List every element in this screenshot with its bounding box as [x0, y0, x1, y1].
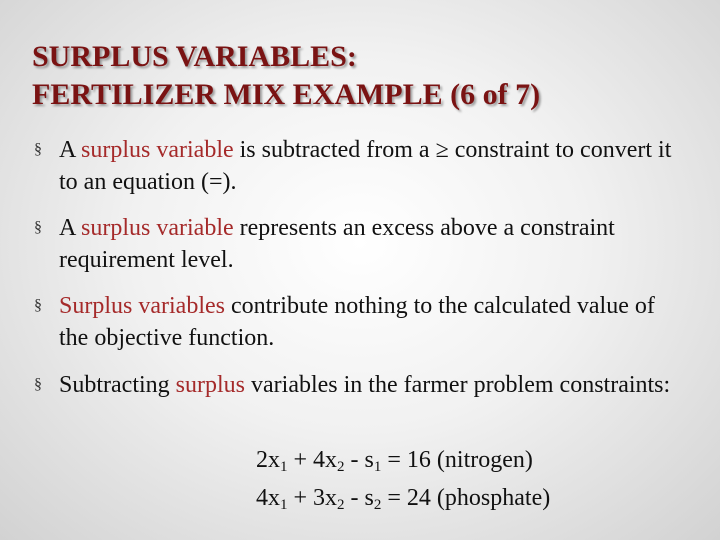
bullet-text	[59, 212, 684, 276]
eq-subscript: 2	[337, 497, 345, 513]
slide-title	[32, 38, 692, 114]
eq-subscript: 1	[280, 459, 288, 475]
bullet-item-4	[34, 369, 684, 401]
slide-title-line-2: FERTILIZER MIX EXAMPLE (6 of 7)	[32, 78, 541, 111]
equation-nitrogen	[256, 444, 676, 476]
bullet-text-pre: A	[59, 215, 82, 241]
bullet-text	[59, 369, 684, 401]
eq-subscript: 2	[337, 459, 345, 475]
bullet-marker-icon: §	[34, 141, 42, 158]
eq-term: + 4x	[287, 447, 338, 473]
bullet-marker-icon: §	[34, 376, 42, 393]
bullet-item-3	[34, 290, 684, 354]
bullet-text	[59, 134, 684, 198]
eq-term: 4x	[256, 485, 280, 511]
bullet-text-pre: A	[59, 137, 82, 163]
bullet-text-post: represents an excess above a constraint requirement level.	[59, 215, 615, 273]
bullet-highlight: surplus variable	[81, 215, 234, 241]
eq-term: - s	[344, 447, 374, 473]
eq-subscript: 2	[373, 497, 382, 513]
bullet-highlight: surplus variable	[81, 137, 234, 163]
eq-rhs: = 16 (nitrogen)	[381, 447, 533, 473]
eq-term: 2x	[256, 447, 280, 473]
bullet-text-post: is subtracted from a ≥ constraint to convert it to an equation (=).	[59, 137, 672, 195]
bullet-text-post: contribute nothing to the calculated value of the objective function.	[59, 293, 655, 351]
eq-rhs: = 24 (phosphate)	[381, 485, 551, 511]
eq-subscript: 1	[280, 497, 288, 513]
eq-subscript: 1	[373, 459, 382, 475]
bullet-highlight: surplus	[175, 372, 245, 398]
eq-term: - s	[344, 485, 374, 511]
bullet-text-post: variables in the farmer problem constraints:	[245, 372, 671, 398]
bullet-text	[59, 290, 684, 354]
bullet-marker-icon: §	[34, 219, 42, 236]
slide-title-line-1: SURPLUS VARIABLES:	[32, 40, 357, 73]
bullet-item-2	[34, 212, 684, 276]
equation-phosphate	[256, 482, 676, 514]
bullet-marker-icon: §	[34, 297, 42, 314]
bullet-highlight: Surplus variables	[59, 293, 225, 319]
bullet-text-pre: Subtracting	[59, 372, 176, 398]
bullet-item-1	[34, 134, 684, 198]
eq-term: + 3x	[287, 485, 338, 511]
